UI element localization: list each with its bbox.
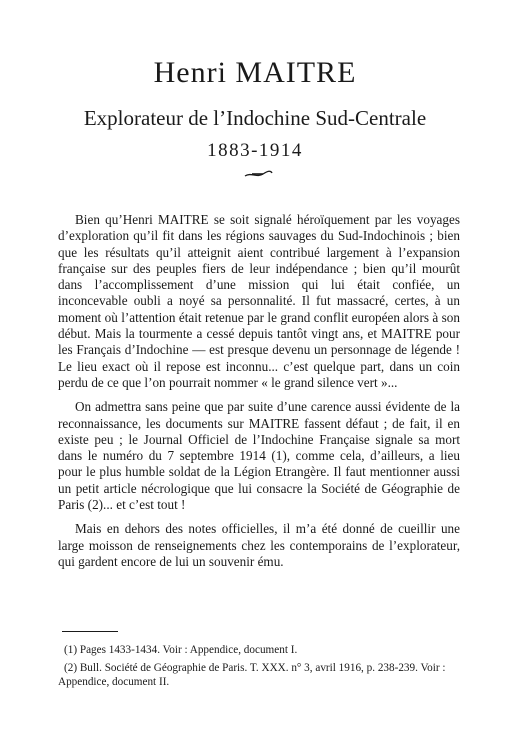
footnotes: [58, 643, 460, 693]
paragraph-3: Mais en dehors des notes officielles, il m’a été donné de cueillir une large moisson de renseignements chez les contemporains de l’explorateur, qui gardent encore de lui un souvenir ému.: [58, 521, 460, 569]
main-text: [58, 212, 460, 578]
footnote-1: (1) Pages 1433-1434. Voir : Appendice, document I.: [64, 644, 298, 656]
footnote-divider: [62, 631, 118, 632]
paragraph-1: Bien qu’Henri MAITRE se soit signalé héroïquement par les voyages d’exploration qu’il fit dans les régions sauvages du Sud-Indochinois ; bien que les résultats qu’il atteignit aient contribué largement à l’expansion française sur des peuples fiers de leur indépendance ; bien qu’il mourût dans l’accomplissement d’une mission qui lui était confiée, un inconcevable oubli a noyé sa personnalité. Il fut massacré, certes, à un moment où l’attention était retenue par le grand conflit européen alors à son début. Mais la tourmente a cessé depuis tantôt vingt ans, et MAITRE pour les Français d’Indochine — est presque devenu un personnage de légende ! Le lieu exact où il repose est inconnu... c’est quelque part, dans un coin perdu de ce que l’on pourrait nommer « le grand silence vert »...: [58, 212, 460, 390]
ornament-flourish-icon: [243, 168, 273, 180]
paragraph-2: On admettra sans peine que par suite d’une carence aussi évidente de la reconnaissance, les documents sur MAITRE fassent défaut ; de fait, il en existe peu ; le Journal Officiel de l’Indochine Française signale sa mort dans le numéro du 7 septembre 1914 (1), comme cela, d’ailleurs, a lieu pour le plus humble soldat de la Légion Etrangère. Il faut mentionner aussi un petit article nécrologique que lui consacre la Société de Géographie de Paris (2)... et c’est tout !: [58, 399, 460, 513]
page-title: Henri MAITRE: [153, 56, 357, 89]
page-subtitle: Explorateur de l’Indochine Sud-Centrale: [83, 106, 427, 130]
footnote-2: (2) Bull. Société de Géographie de Paris. T. XXX. n° 3, avril 1916, p. 238-239. Voir : Appendice, document II.: [58, 662, 446, 688]
life-dates: 1883-1914: [207, 140, 303, 161]
